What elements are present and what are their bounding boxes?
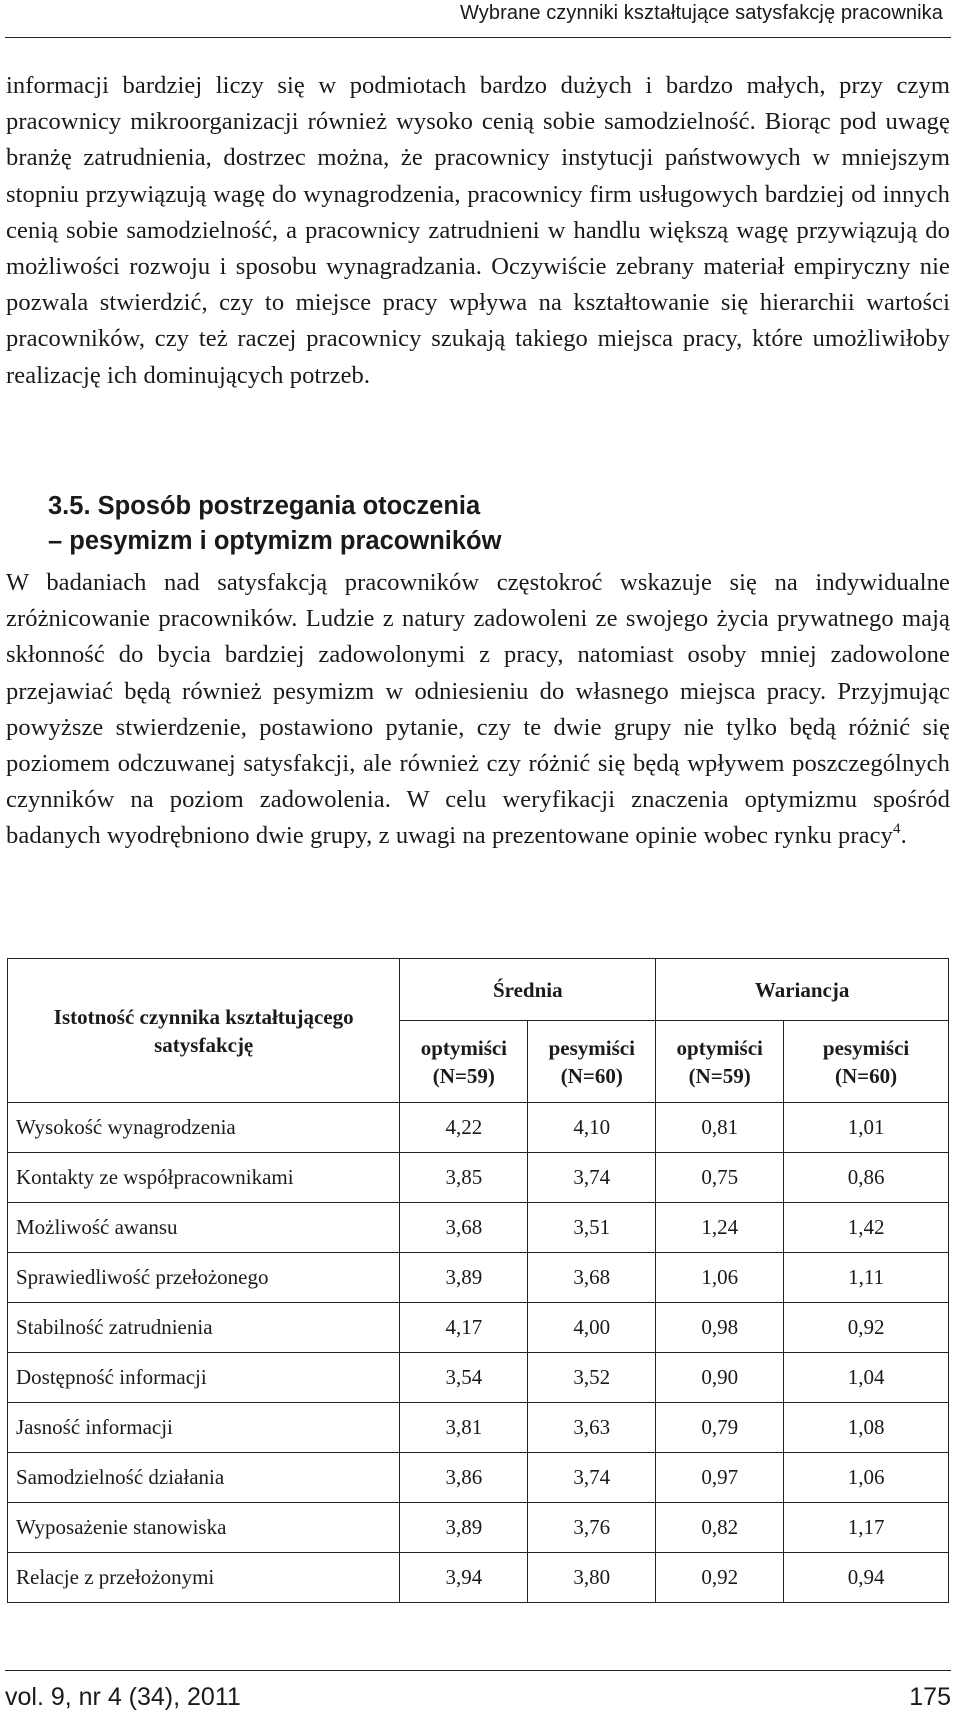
cell-variance-pessimists: 1,42	[784, 1203, 949, 1253]
table-row	[8, 1353, 949, 1403]
table-row	[8, 1103, 949, 1153]
paragraph-2-text: W badaniach nad satysfakcją pracowników częstokroć wskazuje się na indywidualne zróżnicowanie pracowników. Ludzie z natury zadowoleni ze swojego życia prywatnego mają skłonność do bycia bardziej zadowolonymi z pracy, natomiast osoby mniej zadowolone przejawiać będą również pesymizm w odniesieniu do własnego miejsca pracy. Przyjmując powyższe stwierdzenie, postawiono pytanie, czy te dwie grupy nie tylko będą różnić się poziomem odczuwanej satysfakcji, ale również czy różnić się będą wpływem poszczególnych czynników na poziom zadowolenia. W celu weryfikacji znaczenia optymizmu spośród badanych wyodrębniono dwie grupy, z uwagi na prezentowane opinie wobec rynku pracy	[6, 569, 950, 850]
table-row	[8, 1453, 949, 1503]
subheader-mean-optimists: optymiści (N=59)	[400, 1021, 528, 1103]
cell-mean-pessimists: 3,68	[528, 1253, 656, 1303]
table-row	[8, 1203, 949, 1253]
table-row	[8, 1303, 949, 1353]
row-factor: Sprawiedliwość przełożonego	[8, 1253, 400, 1303]
cell-variance-optimists: 0,92	[656, 1553, 784, 1603]
table-row	[8, 1503, 949, 1553]
cell-mean-pessimists: 3,74	[528, 1453, 656, 1503]
row-factor: Wysokość wynagrodzenia	[8, 1103, 400, 1153]
cell-mean-pessimists: 3,52	[528, 1353, 656, 1403]
cell-variance-pessimists: 1,08	[784, 1403, 949, 1453]
header-rule	[5, 37, 951, 38]
row-factor: Możliwość awansu	[8, 1203, 400, 1253]
footnote-reference[interactable]: 4	[892, 821, 901, 838]
cell-mean-optimists: 3,89	[400, 1253, 528, 1303]
subheader-mean-pessimists: pesymiści (N=60)	[528, 1021, 656, 1103]
cell-variance-pessimists: 0,94	[784, 1553, 949, 1603]
paragraph-1: informacji bardziej liczy się w podmiotach bardzo dużych i bardzo małych, przy czym pracownicy mikroorganizacji również wysoko cenią sobie samodzielność. Biorąc pod uwagę branżę zatrudnienia, dostrzec można, że pracownicy instytucji państwowych w mniejszym stopniu przywiązują wagę do wynagrodzenia, pracownicy firm usługowych bardziej od innych cenią sobie samodzielność, a pracownicy zatrudnieni w handlu większą wagę przywiązują do możliwości rozwoju i sposobu wynagradzania. Oczywiście zebrany materiał empiryczny nie pozwala stwierdzić, czy to miejsce pracy wpływa na kształtowanie się hierarchii wartości pracowników, czy też raczej pracownicy szukają takiego miejsca pracy, które umożliwiłoby realizację ich dominujących potrzeb.	[6, 72, 950, 389]
cell-mean-optimists: 3,85	[400, 1153, 528, 1203]
cell-variance-optimists: 0,98	[656, 1303, 784, 1353]
cell-mean-pessimists: 3,74	[528, 1153, 656, 1203]
cell-mean-optimists: 3,86	[400, 1453, 528, 1503]
cell-mean-optimists: 3,68	[400, 1203, 528, 1253]
cell-mean-pessimists: 3,51	[528, 1203, 656, 1253]
cell-mean-pessimists: 3,76	[528, 1503, 656, 1553]
table-row	[8, 1153, 949, 1203]
page-number: 175	[909, 1683, 951, 1711]
cell-mean-optimists: 3,54	[400, 1353, 528, 1403]
row-factor: Samodzielność działania	[8, 1453, 400, 1503]
cell-mean-pessimists: 3,63	[528, 1403, 656, 1453]
row-factor: Wyposażenie stanowiska	[8, 1503, 400, 1553]
cell-variance-optimists: 1,06	[656, 1253, 784, 1303]
cell-variance-optimists: 1,24	[656, 1203, 784, 1253]
cell-variance-pessimists: 1,06	[784, 1453, 949, 1503]
section-title-line-1: 3.5. Sposób postrzegania otoczenia	[48, 492, 481, 520]
cell-variance-pessimists: 1,04	[784, 1353, 949, 1403]
section-title-line-2: – pesymizm i optymizm pracowników	[48, 527, 502, 555]
cell-variance-optimists: 0,79	[656, 1403, 784, 1453]
header-factor: Istotność czynnika kształtującego satysfakcję	[8, 959, 400, 1103]
cell-mean-pessimists: 3,80	[528, 1553, 656, 1603]
cell-mean-optimists: 3,94	[400, 1553, 528, 1603]
row-factor: Jasność informacji	[8, 1403, 400, 1453]
cell-mean-pessimists: 4,00	[528, 1303, 656, 1353]
section-heading	[48, 489, 501, 559]
header-variance-group: Wariancja	[656, 959, 949, 1021]
paragraph-2	[6, 565, 950, 855]
header-mean-group: Średnia	[400, 959, 656, 1021]
cell-mean-optimists: 4,17	[400, 1303, 528, 1353]
cell-mean-optimists: 4,22	[400, 1103, 528, 1153]
page-footer	[5, 1681, 951, 1713]
row-factor: Relacje z przełożonymi	[8, 1553, 400, 1603]
satisfaction-table	[7, 958, 949, 1603]
cell-variance-optimists: 0,90	[656, 1353, 784, 1403]
cell-variance-optimists: 0,75	[656, 1153, 784, 1203]
cell-variance-pessimists: 0,92	[784, 1303, 949, 1353]
cell-variance-optimists: 0,82	[656, 1503, 784, 1553]
cell-mean-optimists: 3,89	[400, 1503, 528, 1553]
cell-variance-pessimists: 1,01	[784, 1103, 949, 1153]
subheader-variance-pessimists: pesymiści (N=60)	[784, 1021, 949, 1103]
row-factor: Kontakty ze współpracownikami	[8, 1153, 400, 1203]
cell-variance-pessimists: 0,86	[784, 1153, 949, 1203]
row-factor: Dostępność informacji	[8, 1353, 400, 1403]
cell-mean-pessimists: 4,10	[528, 1103, 656, 1153]
cell-variance-optimists: 0,97	[656, 1453, 784, 1503]
cell-variance-pessimists: 1,11	[784, 1253, 949, 1303]
table-row	[8, 1403, 949, 1453]
cell-variance-pessimists: 1,17	[784, 1503, 949, 1553]
cell-variance-optimists: 0,81	[656, 1103, 784, 1153]
row-factor: Stabilność zatrudnienia	[8, 1303, 400, 1353]
cell-mean-optimists: 3,81	[400, 1403, 528, 1453]
running-head: Wybrane czynniki kształtujące satysfakcję pracownika	[460, 2, 943, 24]
table-row	[8, 1253, 949, 1303]
journal-info: vol. 9, nr 4 (34), 2011	[5, 1683, 241, 1711]
footer-rule	[5, 1670, 951, 1671]
subheader-variance-optimists: optymiści (N=59)	[656, 1021, 784, 1103]
paragraph-2-end: .	[900, 822, 907, 850]
table-row	[8, 1553, 949, 1603]
